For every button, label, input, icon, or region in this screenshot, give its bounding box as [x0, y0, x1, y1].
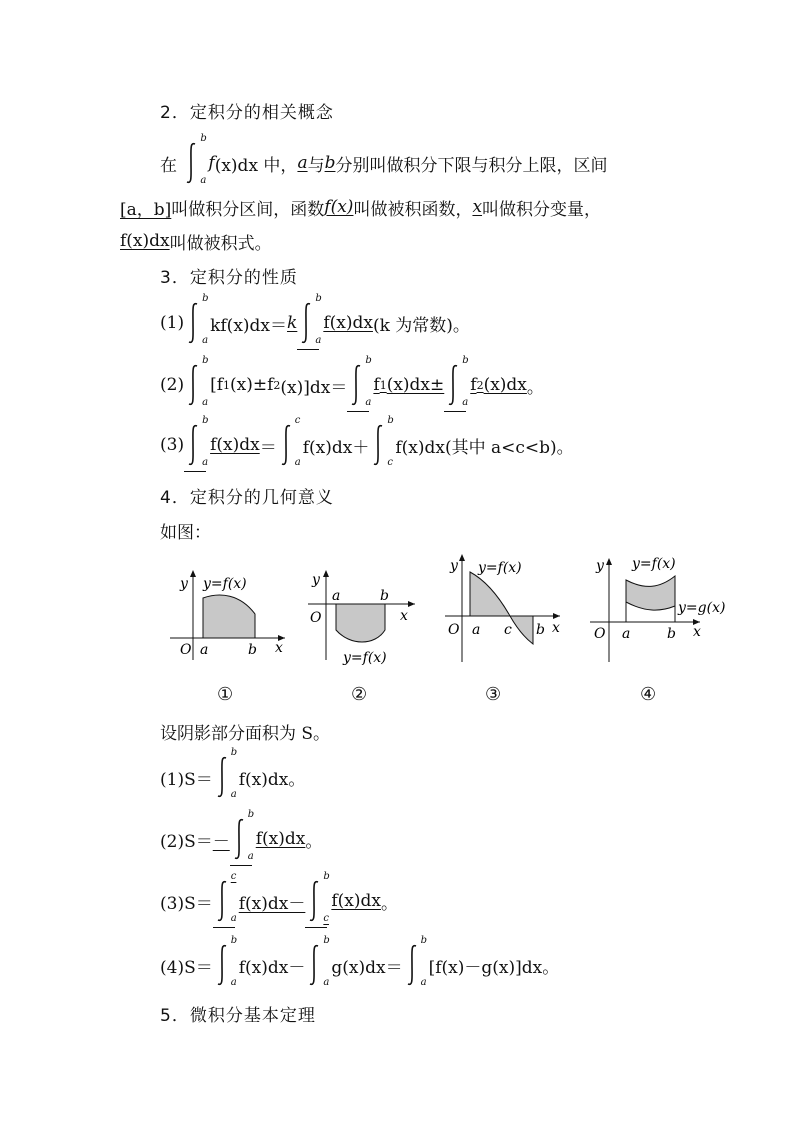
figure-intro: 如图： — [160, 522, 211, 543]
figure-2 — [308, 570, 415, 666]
property-3: (3) b a f(x)dx ＝ c a f(x)dx＋ b c f(x)dx(其中 a<c<b)。 — [160, 415, 574, 468]
svg-text:y=f(x): y=f(x) — [203, 576, 247, 592]
section-5-title: 5．微积分基本定理 — [160, 1005, 316, 1026]
svg-text:x: x — [552, 620, 560, 636]
svg-text:b: b — [380, 588, 389, 604]
svg-text:O: O — [448, 622, 460, 638]
svg-text:y=f(x): y=f(x) — [478, 560, 522, 576]
area-formula-4: (4)S＝ b a f(x)dx－ b a g(x)dx＝ b a [f(x)－g(x)]dx。 — [160, 935, 560, 988]
integral-sign-answer: c a — [213, 879, 239, 923]
svg-text:O: O — [594, 626, 606, 642]
section-3-title: 3．定积分的性质 — [160, 267, 298, 288]
figure-label-1: ① — [217, 684, 234, 705]
figure-1 — [170, 570, 285, 660]
integral-sign-answer: b a — [230, 817, 256, 861]
integral-sign-answer: b a — [347, 363, 373, 407]
area-formula-3: (3)S＝ c a f(x)dx－ b c f(x)dx 。 — [160, 871, 398, 924]
svg-text:a: a — [472, 622, 481, 638]
integral-sign: b a — [213, 755, 239, 799]
svg-text:y=f(x): y=f(x) — [632, 556, 676, 572]
set-area-text: 设阴影部分面积为 S。 — [160, 723, 331, 744]
s2-line-3: f(x)dx 叫做被积式。 — [120, 231, 272, 254]
svg-text:y=g(x): y=g(x) — [678, 600, 726, 616]
integral-sign: b a — [184, 301, 210, 345]
property-1: (1) b a kf(x)dx＝ k b a f(x)dx (k 为常数)。 — [160, 293, 470, 346]
svg-text:y=f(x): y=f(x) — [343, 650, 387, 666]
geometric-figures — [160, 550, 760, 675]
integral-sign: b c — [369, 423, 395, 467]
lower-limit-answer: a — [297, 153, 308, 173]
svg-text:c: c — [504, 622, 512, 638]
s2-line-1: 在 b a f (x)dx 中， a 与 b 分别叫做积分下限与积分上限，区间 — [160, 133, 608, 186]
svg-text:x: x — [275, 640, 283, 656]
svg-text:b: b — [667, 626, 676, 642]
svg-text:b: b — [248, 642, 257, 658]
property-2: (2) b a [f 1 (x)±f 2 (x)]dx＝ b a f 1 (x)dx± b a f 2 (x)dx 。 — [160, 355, 544, 408]
svg-text:x: x — [693, 624, 701, 640]
figure-label-2: ② — [351, 684, 368, 705]
section-4-title: 4．定积分的几何意义 — [160, 487, 334, 508]
integral-sign: b a — [184, 363, 210, 407]
svg-text:O: O — [180, 642, 192, 658]
svg-text:y: y — [596, 558, 604, 574]
integral-sign-answer: b a — [444, 363, 470, 407]
svg-text:y: y — [180, 576, 188, 592]
svg-text:x: x — [400, 608, 408, 624]
figure-label-4: ④ — [640, 684, 657, 705]
svg-text:a: a — [622, 626, 631, 642]
figure-3 — [445, 554, 560, 662]
svg-text:a: a — [332, 588, 341, 604]
integral-sign-answer: b c — [305, 879, 331, 923]
integral-sign: b a — [213, 943, 239, 987]
integral-sign: c a — [277, 423, 303, 467]
integral-sign: b a — [403, 943, 429, 987]
area-formula-2: (2)S＝ － b a f(x)dx 。 — [160, 809, 323, 862]
figure-4 — [590, 556, 725, 662]
integral-sign: b a — [305, 943, 331, 987]
integral-sign-answer: b a — [297, 301, 323, 345]
figure-label-3: ③ — [485, 684, 502, 705]
upper-limit-answer: b — [324, 153, 336, 173]
svg-text:a: a — [200, 642, 209, 658]
svg-text:b: b — [536, 622, 545, 638]
integral-sign: b a — [182, 141, 208, 185]
area-formula-1: (1)S＝ b a f(x)dx。 — [160, 747, 306, 800]
svg-text:O: O — [310, 610, 322, 626]
section-2-title: 2．定积分的相关概念 — [160, 102, 334, 123]
svg-text:y: y — [312, 572, 320, 588]
integral-sign-answer: b a — [184, 423, 210, 467]
svg-text:y: y — [450, 558, 458, 574]
s2-line-2: [a，b] 叫做积分区间，函数 f(x) 叫做被积函数， x 叫做积分变量， — [120, 197, 602, 220]
